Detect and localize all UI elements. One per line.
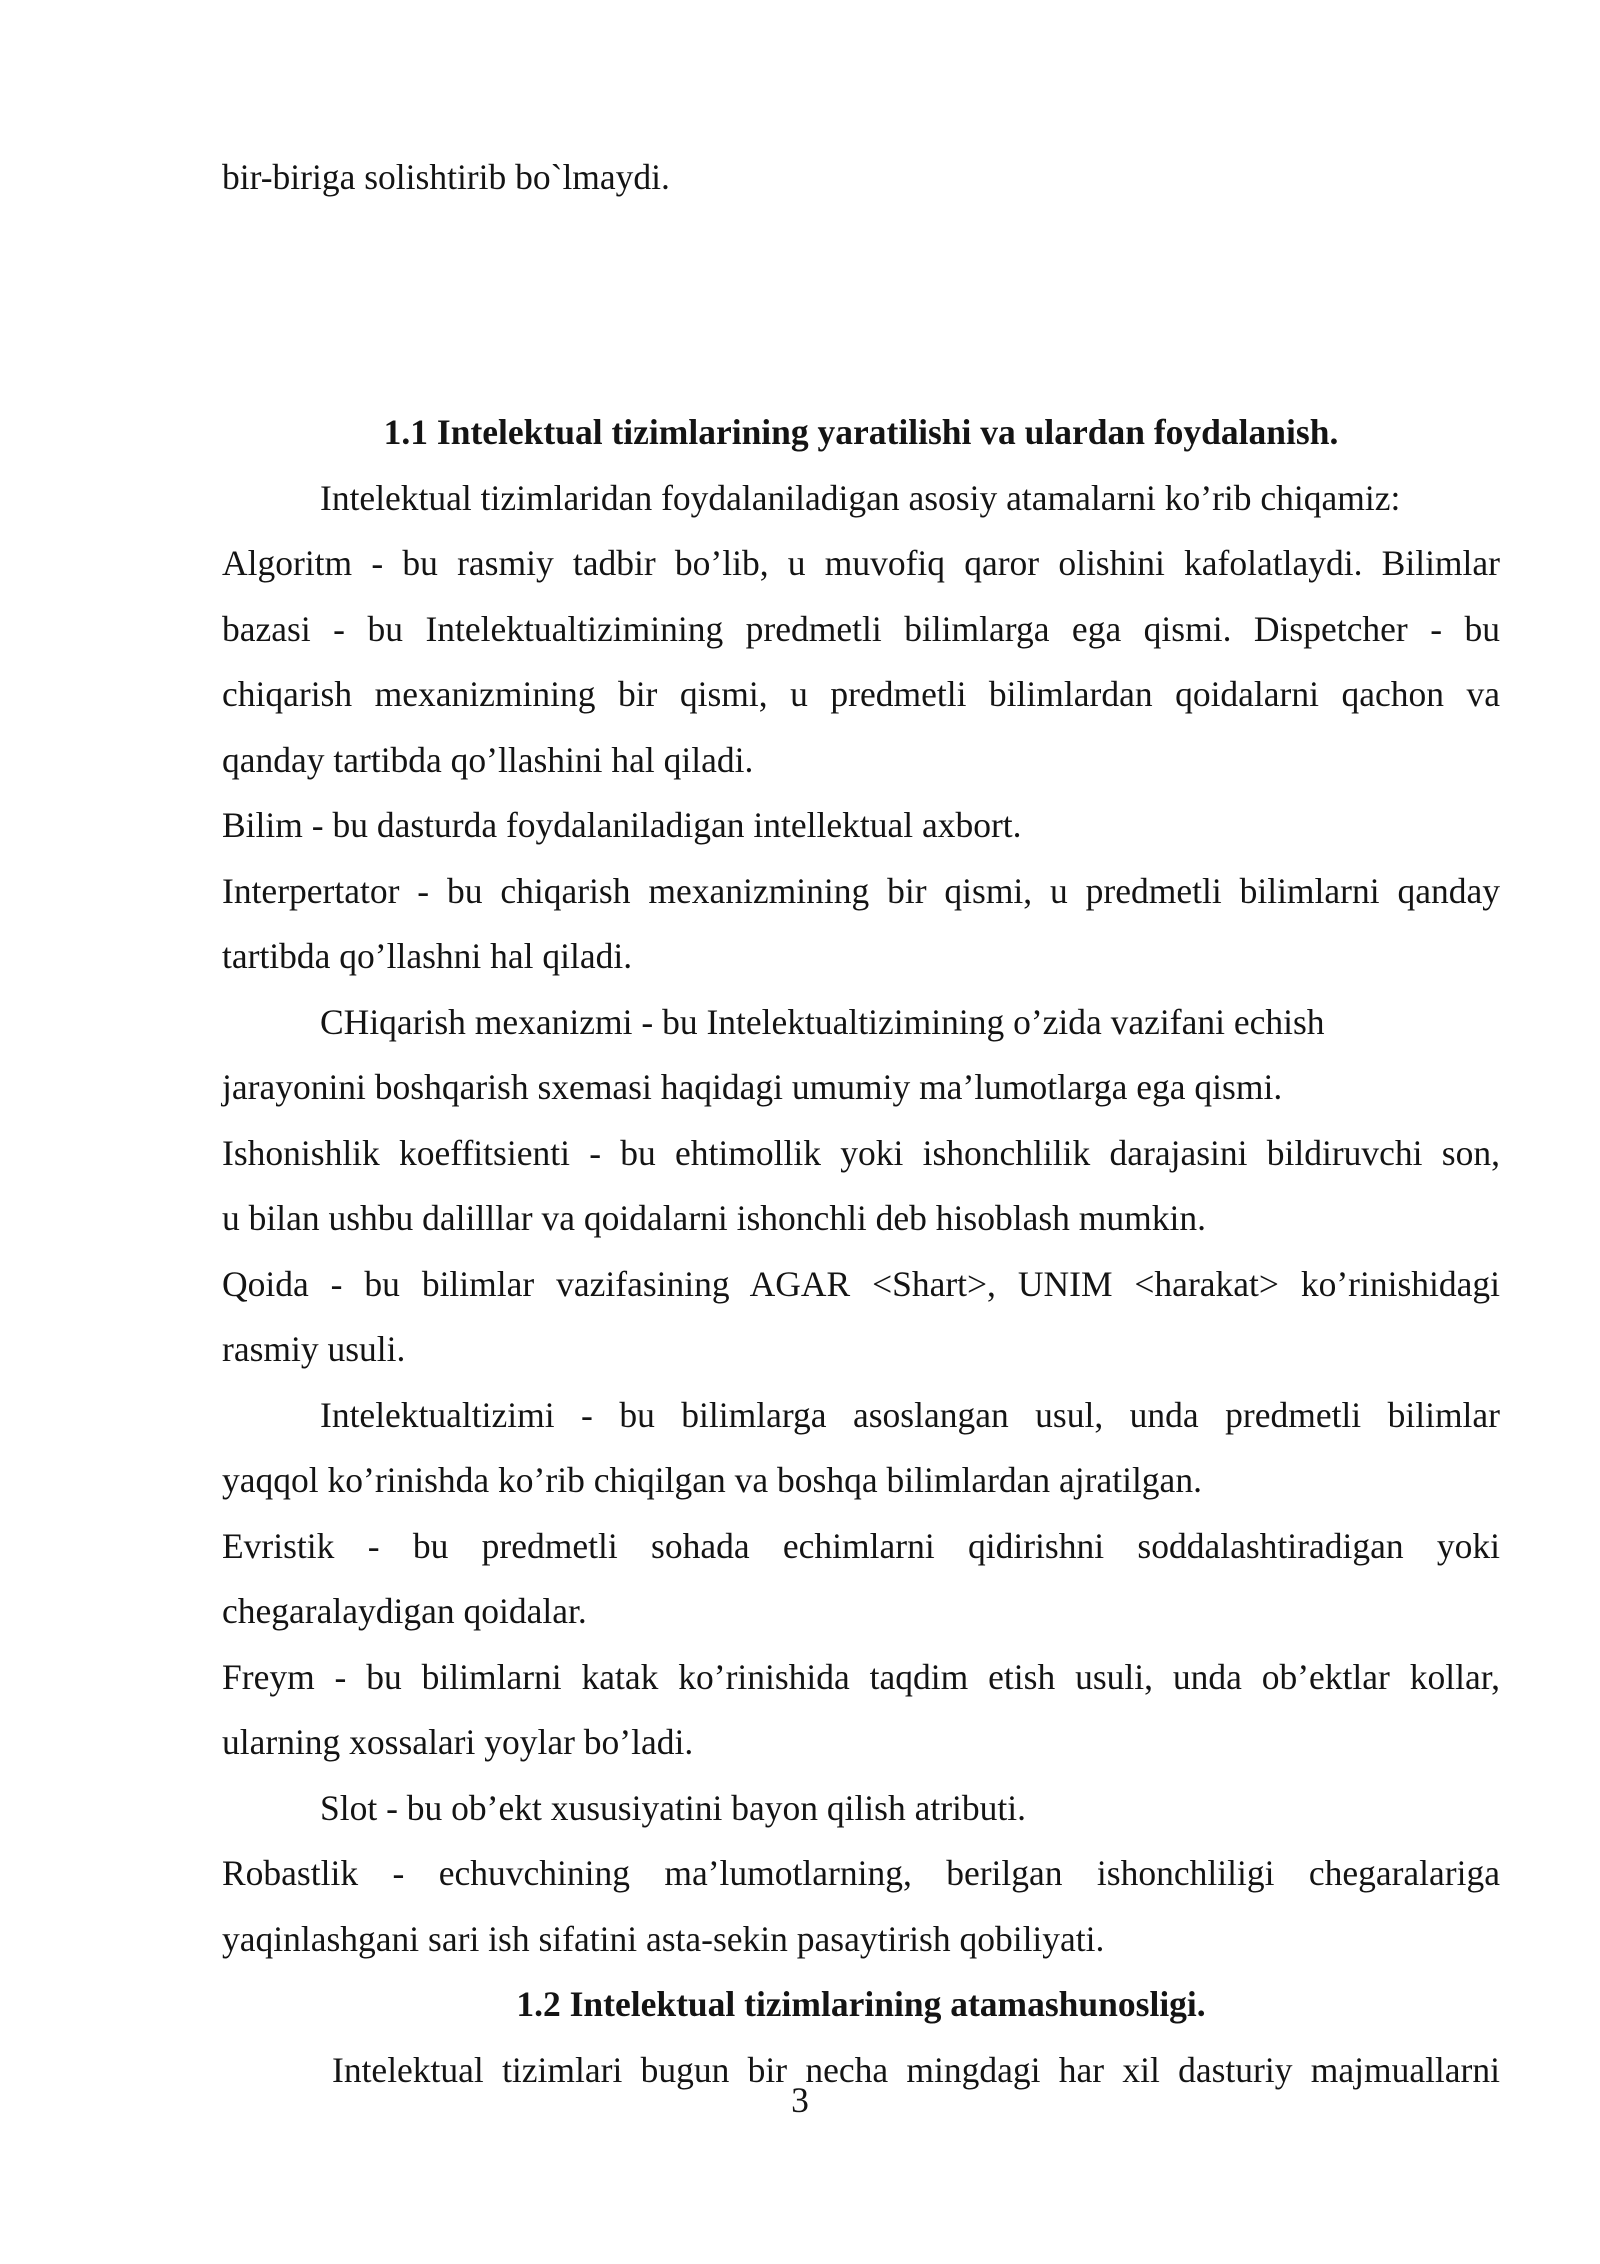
- page-number: 3: [791, 2080, 809, 2120]
- text-line: Intelektual tizimlaridan foydalaniladigan asosiy atamalarni ko’rib chiqamiz:: [320, 477, 1401, 518]
- text-line: Algoritm - bu rasmiy tadbir bo’lib, u muvofiq qaror olishini kafolatlaydi. Bilimlar: [222, 543, 1500, 583]
- text-line: bir-biriga solishtirib bo`lmaydi.: [222, 157, 670, 197]
- section-heading-1-2: 1.2 Intelektual tizimlarining atamashunosligi.: [516, 1984, 1206, 2024]
- text-line: rasmiy usuli.: [222, 1329, 406, 1369]
- text-line: yaqqol ko’rinishda ko’rib chiqilgan va boshqa bilimlardan ajratilgan.: [222, 1460, 1202, 1500]
- text-line: ularning xossalari yoylar bo’ladi.: [222, 1722, 694, 1762]
- text-line: bazasi - bu Intelektualtizimining predmetli bilimlarga ega qismi. Dispetcher - bu: [222, 608, 1500, 649]
- section-heading-1-1: 1.1 Intelektual tizimlarining yaratilishi va ulardan foydalanish.: [383, 412, 1339, 452]
- text-line: qanday tartibda qo’llashini hal qiladi.: [222, 739, 754, 780]
- text-line: Ishonishlik koeffitsienti - bu ehtimollik yoki ishonchlilik darajasini bildiruvchi son,: [222, 1132, 1500, 1173]
- text-line: CHiqarish mexanizmi - bu Intelektualtizimining o’zida vazifani echish: [320, 1001, 1325, 1042]
- section-1-1: [222, 400, 1500, 1972]
- text-line: Slot - bu ob’ekt xususiyatini bayon qilish atributi.: [320, 1787, 1027, 1828]
- text-line: Interpertator - bu chiqarish mexanizmining bir qismi, u predmetli bilimlarni qanday: [222, 870, 1500, 911]
- text-line: chiqarish mexanizmining bir qismi, u predmetli bilimlardan qoidalarni qachon va: [222, 674, 1500, 714]
- top-paragraph: [222, 145, 1500, 211]
- text-line: Freym - bu bilimlarni katak ko’rinishida taqdim etish usuli, unda ob’ektlar kollar,: [222, 1656, 1500, 1697]
- text-line: Intelektual tizimlari bugun bir necha mingdagi har xil dasturiy majmuallarni: [332, 2049, 1500, 2090]
- text-line: Evristik - bu predmetli sohada echimlarni qidirishni soddalashtiradigan yoki: [222, 1525, 1500, 1566]
- text-line: Qoida - bu bilimlar vazifasining AGAR <Shart>, UNIM <harakat> ko’rinishidagi: [222, 1263, 1500, 1304]
- text-line: Intelektualtizimi - bu bilimlarga asoslangan usul, unda predmetli bilimlar: [320, 1394, 1500, 1435]
- text-line: u bilan ushbu dalilllar va qoidalarni ishonchli deb hisoblash mumkin.: [222, 1198, 1206, 1238]
- text-line: yaqinlashgani sari ish sifatini asta-sekin pasaytirish qobiliyati.: [222, 1918, 1105, 1959]
- text-line: Bilim - bu dasturda foydalaniladigan intellektual axbort.: [222, 805, 1022, 845]
- text-line: jarayonini boshqarish sxemasi haqidagi umumiy ma’lumotlarga ega qismi.: [222, 1067, 1283, 1107]
- text-line: tartibda qo’llashni hal qiladi.: [222, 936, 633, 976]
- text-line: chegaralaydigan qoidalar.: [222, 1591, 587, 1631]
- text-line: Robastlik - echuvchining ma’lumotlarning, berilgan ishonchliligi chegaralariga: [222, 1853, 1500, 1893]
